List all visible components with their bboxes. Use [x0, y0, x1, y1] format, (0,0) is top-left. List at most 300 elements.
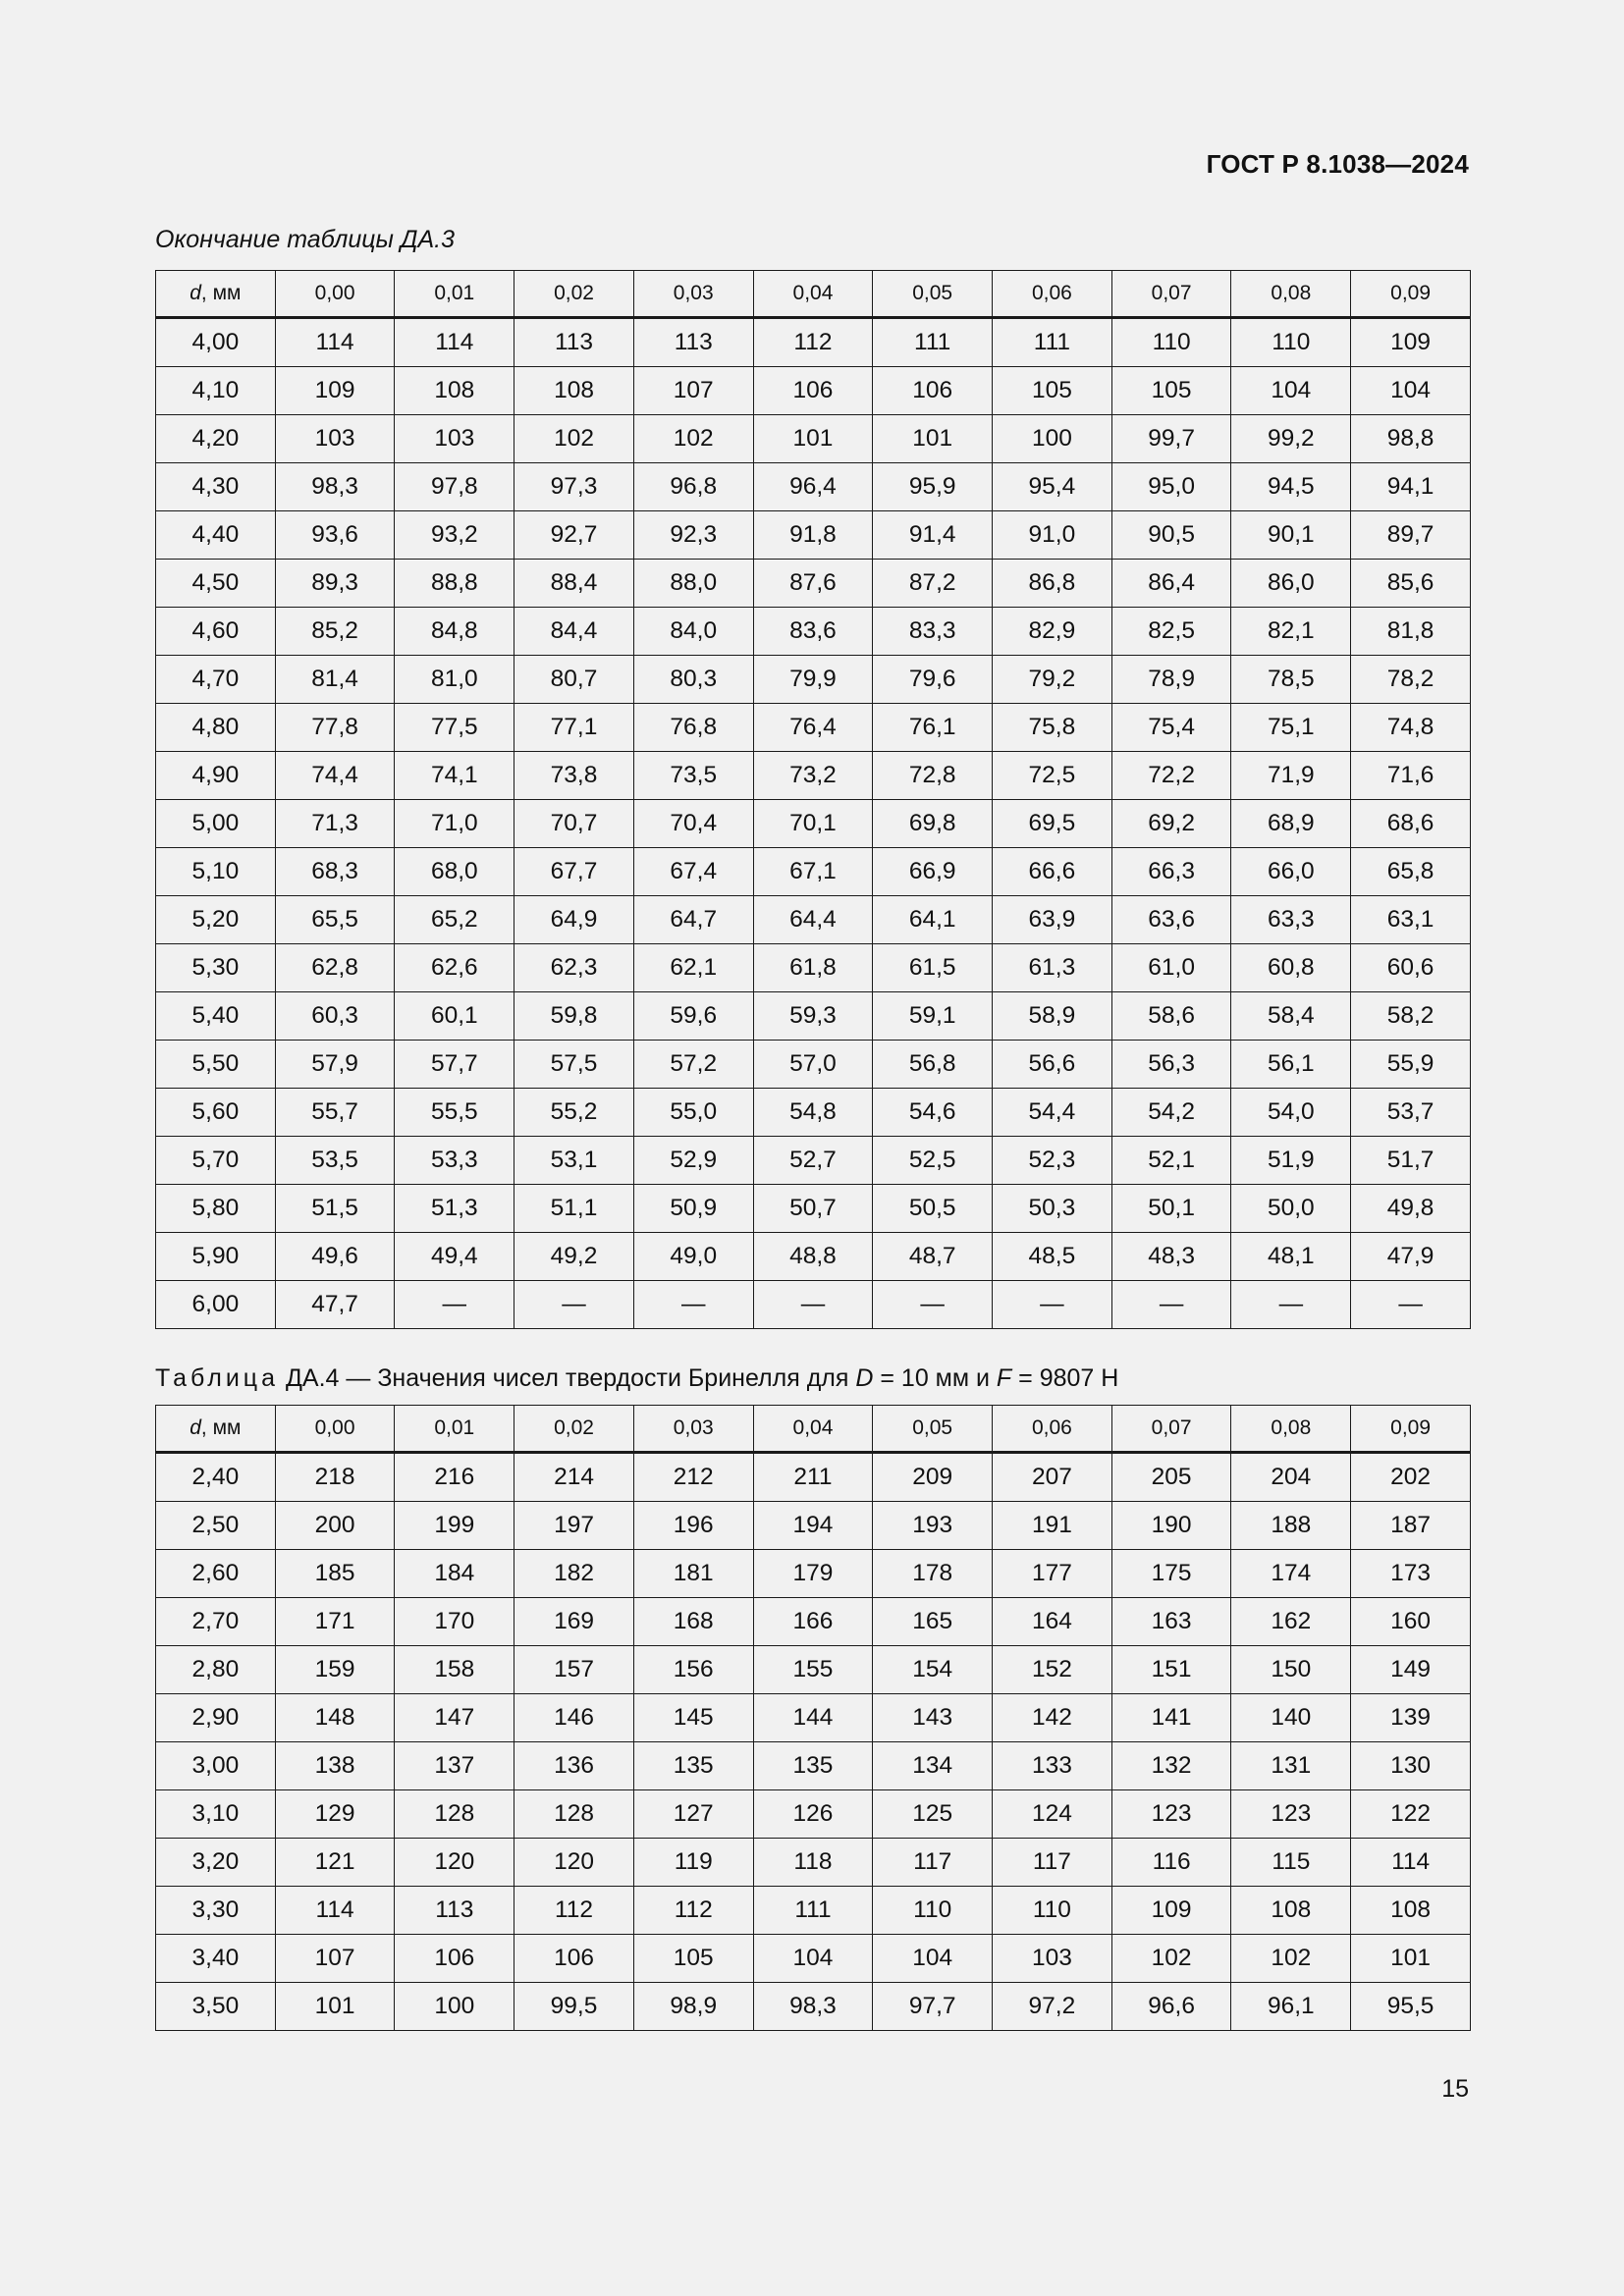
column-header: 0,03	[633, 1406, 753, 1453]
table-cell: 79,2	[993, 656, 1112, 704]
table-cell: 52,7	[753, 1137, 873, 1185]
table-cell: 117	[873, 1839, 993, 1887]
table-cell: 73,2	[753, 752, 873, 800]
column-header: 0,02	[514, 271, 634, 318]
table-cell: 72,2	[1111, 752, 1231, 800]
table-cell: 114	[275, 1887, 395, 1935]
table-cell: 67,1	[753, 848, 873, 896]
row-label-d: 4,10	[156, 367, 276, 415]
table-cell: 86,8	[993, 560, 1112, 608]
table-row	[156, 1983, 1471, 2031]
table-cell: 128	[395, 1790, 514, 1839]
table-cell: 48,5	[993, 1233, 1112, 1281]
table-cell: 86,0	[1231, 560, 1351, 608]
table-row	[156, 318, 1471, 367]
table-cell: 82,1	[1231, 608, 1351, 656]
table-cell: 114	[395, 318, 514, 367]
column-header: 0,02	[514, 1406, 634, 1453]
column-header-d: d, мм	[156, 1406, 276, 1453]
table-cell: 89,7	[1351, 511, 1471, 560]
table-cell: 211	[753, 1453, 873, 1502]
table-cell: 207	[993, 1453, 1112, 1502]
table-cell: 185	[275, 1550, 395, 1598]
table-cell: 96,1	[1231, 1983, 1351, 2031]
table-cell: 112	[514, 1887, 634, 1935]
table-cell: 57,0	[753, 1041, 873, 1089]
table-da4-caption: Таблица ДА.4 — Значения чисел твердости Бринелля для D = 10 мм и F = 9807 Н	[155, 1364, 1119, 1392]
table-cell: 137	[395, 1742, 514, 1790]
table-cell: 175	[1111, 1550, 1231, 1598]
column-header: 0,07	[1111, 271, 1231, 318]
table-cell: 73,8	[514, 752, 634, 800]
table-cell: 111	[753, 1887, 873, 1935]
table-cell: 131	[1231, 1742, 1351, 1790]
table-cell: 61,5	[873, 944, 993, 992]
table-cell: 115	[1231, 1839, 1351, 1887]
table-cell: 87,6	[753, 560, 873, 608]
table-row	[156, 1887, 1471, 1935]
column-header: 0,09	[1351, 271, 1471, 318]
table-cell: 68,9	[1231, 800, 1351, 848]
table-cell: 99,2	[1231, 415, 1351, 463]
table-cell: 68,3	[275, 848, 395, 896]
table-cell: 155	[753, 1646, 873, 1694]
row-label-d: 2,80	[156, 1646, 276, 1694]
table-cell: 101	[753, 415, 873, 463]
table-cell: 72,5	[993, 752, 1112, 800]
row-label-d: 3,20	[156, 1839, 276, 1887]
table-cell: 128	[514, 1790, 634, 1839]
table-cell: 93,2	[395, 511, 514, 560]
column-header: 0,00	[275, 271, 395, 318]
table-row	[156, 1935, 1471, 1983]
table-cell: 75,4	[1111, 704, 1231, 752]
table-row	[156, 704, 1471, 752]
document-code: ГОСТ Р 8.1038—2024	[1206, 149, 1469, 179]
table-cell: 190	[1111, 1502, 1231, 1550]
table-cell: 130	[1351, 1742, 1471, 1790]
table-cell: 58,9	[993, 992, 1112, 1041]
table-cell: 80,3	[633, 656, 753, 704]
row-label-d: 4,20	[156, 415, 276, 463]
table-cell: 171	[275, 1598, 395, 1646]
table-cell: 74,1	[395, 752, 514, 800]
table-row	[156, 560, 1471, 608]
table-cell: 95,9	[873, 463, 993, 511]
column-header: 0,00	[275, 1406, 395, 1453]
table-cell: 165	[873, 1598, 993, 1646]
table-cell: 58,2	[1351, 992, 1471, 1041]
table-cell: 68,6	[1351, 800, 1471, 848]
table-row	[156, 608, 1471, 656]
table-cell: 105	[633, 1935, 753, 1983]
row-label-d: 6,00	[156, 1281, 276, 1329]
table-cell: —	[395, 1281, 514, 1329]
table-cell: 142	[993, 1694, 1112, 1742]
table-cell: 109	[1111, 1887, 1231, 1935]
table-cell: 62,3	[514, 944, 634, 992]
table-cell: 60,8	[1231, 944, 1351, 992]
table-cell: 58,6	[1111, 992, 1231, 1041]
table-cell: 64,4	[753, 896, 873, 944]
table-row	[156, 1233, 1471, 1281]
table-cell: 88,8	[395, 560, 514, 608]
table-cell: 102	[1231, 1935, 1351, 1983]
table-cell: 103	[395, 415, 514, 463]
table-cell: 174	[1231, 1550, 1351, 1598]
table-cell: 55,2	[514, 1089, 634, 1137]
table-cell: 187	[1351, 1502, 1471, 1550]
table-cell: 83,3	[873, 608, 993, 656]
column-header: 0,04	[753, 1406, 873, 1453]
table-cell: 50,0	[1231, 1185, 1351, 1233]
table-cell: 104	[1231, 367, 1351, 415]
table-row	[156, 896, 1471, 944]
table-cell: 113	[633, 318, 753, 367]
table-cell: 83,6	[753, 608, 873, 656]
table-cell: 136	[514, 1742, 634, 1790]
table-cell: 111	[993, 318, 1112, 367]
table-row	[156, 1646, 1471, 1694]
table-cell: 107	[275, 1935, 395, 1983]
table-cell: 170	[395, 1598, 514, 1646]
row-label-d: 4,00	[156, 318, 276, 367]
table-cell: 97,7	[873, 1983, 993, 2031]
column-header: 0,01	[395, 271, 514, 318]
table-cell: 53,5	[275, 1137, 395, 1185]
table-cell: 68,0	[395, 848, 514, 896]
table-row	[156, 1137, 1471, 1185]
table-cell: 48,7	[873, 1233, 993, 1281]
table-cell: 103	[993, 1935, 1112, 1983]
row-label-d: 4,40	[156, 511, 276, 560]
column-header: 0,09	[1351, 1406, 1471, 1453]
table-cell: 50,3	[993, 1185, 1112, 1233]
table-cell: 113	[514, 318, 634, 367]
table-cell: 69,5	[993, 800, 1112, 848]
table-cell: 51,7	[1351, 1137, 1471, 1185]
row-label-d: 5,80	[156, 1185, 276, 1233]
table-cell: 71,9	[1231, 752, 1351, 800]
table-cell: 114	[275, 318, 395, 367]
table-cell: 205	[1111, 1453, 1231, 1502]
table-cell: 51,1	[514, 1185, 634, 1233]
table-cell: 78,2	[1351, 656, 1471, 704]
table-cell: 98,3	[275, 463, 395, 511]
row-label-d: 3,40	[156, 1935, 276, 1983]
row-label-d: 3,10	[156, 1790, 276, 1839]
table-cell: 50,5	[873, 1185, 993, 1233]
table-cell: 52,9	[633, 1137, 753, 1185]
table-cell: 70,7	[514, 800, 634, 848]
row-label-d: 2,40	[156, 1453, 276, 1502]
table-cell: 52,1	[1111, 1137, 1231, 1185]
table-cell: 75,1	[1231, 704, 1351, 752]
table-cell: 106	[753, 367, 873, 415]
table-cell: —	[1351, 1281, 1471, 1329]
table-row	[156, 1790, 1471, 1839]
table-cell: 96,6	[1111, 1983, 1231, 2031]
table-cell: 59,3	[753, 992, 873, 1041]
table-cell: —	[1231, 1281, 1351, 1329]
row-label-d: 2,70	[156, 1598, 276, 1646]
table-row	[156, 1742, 1471, 1790]
table-cell: 48,1	[1231, 1233, 1351, 1281]
column-header: 0,04	[753, 271, 873, 318]
table-cell: 71,6	[1351, 752, 1471, 800]
table-row	[156, 752, 1471, 800]
table-cell: 85,2	[275, 608, 395, 656]
column-header: 0,06	[993, 271, 1112, 318]
table-cell: 182	[514, 1550, 634, 1598]
table-cell: 56,3	[1111, 1041, 1231, 1089]
table-cell: 123	[1111, 1790, 1231, 1839]
column-header: 0,07	[1111, 1406, 1231, 1453]
table-cell: 84,0	[633, 608, 753, 656]
row-label-d: 2,90	[156, 1694, 276, 1742]
row-label-d: 4,60	[156, 608, 276, 656]
table-cell: 55,7	[275, 1089, 395, 1137]
row-label-d: 4,80	[156, 704, 276, 752]
table-cell: 57,9	[275, 1041, 395, 1089]
table-cell: 129	[275, 1790, 395, 1839]
table-cell: 108	[1231, 1887, 1351, 1935]
table-header-row	[156, 271, 1471, 318]
table-cell: —	[873, 1281, 993, 1329]
table-cell: 76,1	[873, 704, 993, 752]
row-label-d: 5,30	[156, 944, 276, 992]
table-cell: 97,3	[514, 463, 634, 511]
table-cell: 141	[1111, 1694, 1231, 1742]
table-cell: 188	[1231, 1502, 1351, 1550]
table-cell: 54,0	[1231, 1089, 1351, 1137]
table-cell: 66,0	[1231, 848, 1351, 896]
table-cell: 134	[873, 1742, 993, 1790]
table-cell: 47,9	[1351, 1233, 1471, 1281]
table-cell: 197	[514, 1502, 634, 1550]
table-cell: 76,8	[633, 704, 753, 752]
table-cell: 70,1	[753, 800, 873, 848]
table-cell: 54,4	[993, 1089, 1112, 1137]
table-row	[156, 1694, 1471, 1742]
table-cell: 122	[1351, 1790, 1471, 1839]
table-cell: 106	[395, 1935, 514, 1983]
table-cell: 50,1	[1111, 1185, 1231, 1233]
table-cell: —	[514, 1281, 634, 1329]
table-cell: 178	[873, 1550, 993, 1598]
table-cell: 48,3	[1111, 1233, 1231, 1281]
table-cell: 191	[993, 1502, 1112, 1550]
table-row	[156, 1185, 1471, 1233]
table-cell: 95,5	[1351, 1983, 1471, 2031]
table-cell: 114	[1351, 1839, 1471, 1887]
table-cell: 168	[633, 1598, 753, 1646]
table-da3-caption: Окончание таблицы ДА.3	[155, 226, 455, 253]
table-cell: 103	[275, 415, 395, 463]
table-cell: 157	[514, 1646, 634, 1694]
table-cell: 112	[753, 318, 873, 367]
table-cell: 124	[993, 1790, 1112, 1839]
table-cell: 57,7	[395, 1041, 514, 1089]
table-cell: 71,0	[395, 800, 514, 848]
table-cell: 98,9	[633, 1983, 753, 2031]
table-cell: 181	[633, 1550, 753, 1598]
table-cell: 100	[395, 1983, 514, 2031]
table-cell: 140	[1231, 1694, 1351, 1742]
table-cell: 94,1	[1351, 463, 1471, 511]
table-cell: 66,9	[873, 848, 993, 896]
table-cell: 69,2	[1111, 800, 1231, 848]
table-cell: 74,8	[1351, 704, 1471, 752]
table-cell: 77,1	[514, 704, 634, 752]
table-cell: 84,4	[514, 608, 634, 656]
table-cell: 133	[993, 1742, 1112, 1790]
table-cell: 123	[1231, 1790, 1351, 1839]
table-row	[156, 992, 1471, 1041]
table-cell: 126	[753, 1790, 873, 1839]
table-cell: 87,2	[873, 560, 993, 608]
table-cell: 164	[993, 1598, 1112, 1646]
table-cell: 81,0	[395, 656, 514, 704]
table-cell: 196	[633, 1502, 753, 1550]
table-cell: 70,4	[633, 800, 753, 848]
row-label-d: 4,70	[156, 656, 276, 704]
table-cell: 65,5	[275, 896, 395, 944]
table-cell: 194	[753, 1502, 873, 1550]
table-cell: 91,8	[753, 511, 873, 560]
table-cell: 132	[1111, 1742, 1231, 1790]
table-cell: 90,1	[1231, 511, 1351, 560]
table-cell: 177	[993, 1550, 1112, 1598]
table-cell: 65,8	[1351, 848, 1471, 896]
row-label-d: 5,70	[156, 1137, 276, 1185]
table-cell: 127	[633, 1790, 753, 1839]
table-cell: 216	[395, 1453, 514, 1502]
table-cell: 145	[633, 1694, 753, 1742]
table-cell: 98,8	[1351, 415, 1471, 463]
table-cell: 56,6	[993, 1041, 1112, 1089]
table-cell: 49,6	[275, 1233, 395, 1281]
table-cell: 166	[753, 1598, 873, 1646]
table-cell: 101	[873, 415, 993, 463]
table-cell: 78,5	[1231, 656, 1351, 704]
table-cell: 102	[1111, 1935, 1231, 1983]
table-cell: 159	[275, 1646, 395, 1694]
table-cell: 96,8	[633, 463, 753, 511]
table-cell: 86,4	[1111, 560, 1231, 608]
column-header: 0,08	[1231, 1406, 1351, 1453]
table-cell: 106	[514, 1935, 634, 1983]
table-cell: 98,3	[753, 1983, 873, 2031]
table-row	[156, 1281, 1471, 1329]
table-cell: 109	[1351, 318, 1471, 367]
table-cell: 193	[873, 1502, 993, 1550]
table-cell: 80,7	[514, 656, 634, 704]
table-cell: 53,7	[1351, 1089, 1471, 1137]
table-cell: 212	[633, 1453, 753, 1502]
table-cell: 64,7	[633, 896, 753, 944]
table-cell: 64,1	[873, 896, 993, 944]
table-cell: 146	[514, 1694, 634, 1742]
table-cell: 110	[873, 1887, 993, 1935]
table-row	[156, 367, 1471, 415]
table-cell: 72,8	[873, 752, 993, 800]
table-row	[156, 800, 1471, 848]
column-header: 0,03	[633, 271, 753, 318]
table-cell: 107	[633, 367, 753, 415]
table-cell: 59,1	[873, 992, 993, 1041]
table-cell: 61,0	[1111, 944, 1231, 992]
table-cell: 48,8	[753, 1233, 873, 1281]
column-header: 0,05	[873, 1406, 993, 1453]
table-cell: 218	[275, 1453, 395, 1502]
table-row	[156, 1502, 1471, 1550]
table-cell: 113	[395, 1887, 514, 1935]
table-cell: 54,2	[1111, 1089, 1231, 1137]
table-cell: 66,6	[993, 848, 1112, 896]
table-cell: 93,6	[275, 511, 395, 560]
table-cell: 74,4	[275, 752, 395, 800]
table-cell: 199	[395, 1502, 514, 1550]
table-cell: 97,8	[395, 463, 514, 511]
table-cell: 51,9	[1231, 1137, 1351, 1185]
table-cell: 57,2	[633, 1041, 753, 1089]
column-header-d: d, мм	[156, 271, 276, 318]
table-cell: 82,9	[993, 608, 1112, 656]
table-cell: 79,6	[873, 656, 993, 704]
table-cell: 108	[1351, 1887, 1471, 1935]
table-cell: 156	[633, 1646, 753, 1694]
table-cell: 62,8	[275, 944, 395, 992]
table-cell: 97,2	[993, 1983, 1112, 2031]
row-label-d: 3,00	[156, 1742, 276, 1790]
table-cell: 56,8	[873, 1041, 993, 1089]
table-cell: 102	[633, 415, 753, 463]
table-cell: 108	[395, 367, 514, 415]
table-row	[156, 1598, 1471, 1646]
table-cell: 91,0	[993, 511, 1112, 560]
table-cell: 101	[1351, 1935, 1471, 1983]
table-cell: 59,6	[633, 992, 753, 1041]
row-label-d: 4,30	[156, 463, 276, 511]
table-cell: 119	[633, 1839, 753, 1887]
table-cell: 49,8	[1351, 1185, 1471, 1233]
column-header: 0,08	[1231, 271, 1351, 318]
table-cell: 61,3	[993, 944, 1112, 992]
table-cell: 55,9	[1351, 1041, 1471, 1089]
table-cell: 58,4	[1231, 992, 1351, 1041]
table-cell: 53,3	[395, 1137, 514, 1185]
row-label-d: 2,50	[156, 1502, 276, 1550]
table-cell: 63,1	[1351, 896, 1471, 944]
table-cell: 148	[275, 1694, 395, 1742]
table-cell: 92,7	[514, 511, 634, 560]
table-cell: 76,4	[753, 704, 873, 752]
table-cell: 73,5	[633, 752, 753, 800]
table-cell: 89,3	[275, 560, 395, 608]
table-row	[156, 1839, 1471, 1887]
row-label-d: 4,90	[156, 752, 276, 800]
table-cell: 57,5	[514, 1041, 634, 1089]
table-cell: 51,5	[275, 1185, 395, 1233]
table-cell: 179	[753, 1550, 873, 1598]
table-cell: 108	[514, 367, 634, 415]
table-row	[156, 463, 1471, 511]
table-cell: —	[1111, 1281, 1231, 1329]
row-label-d: 5,00	[156, 800, 276, 848]
table-cell: —	[753, 1281, 873, 1329]
table-cell: 52,5	[873, 1137, 993, 1185]
